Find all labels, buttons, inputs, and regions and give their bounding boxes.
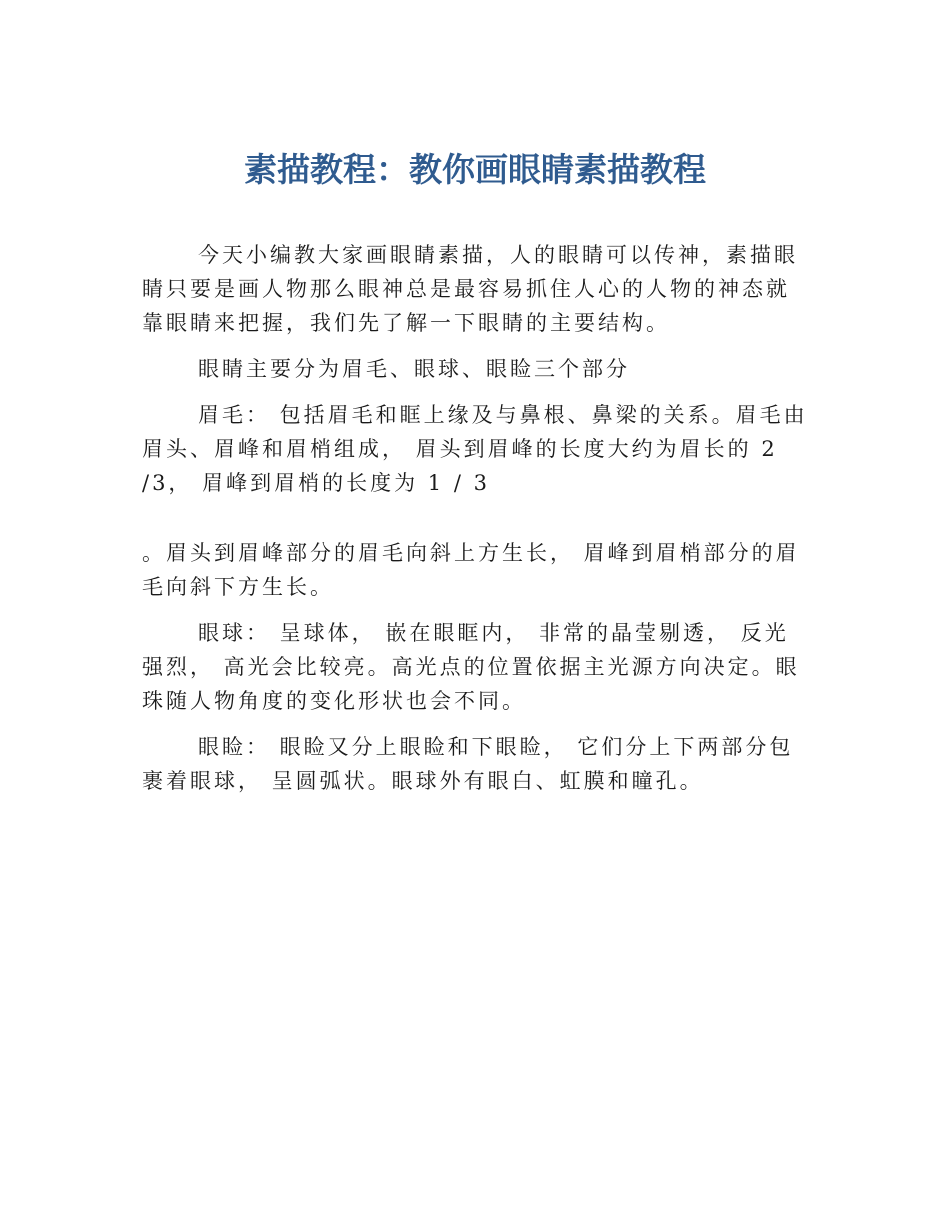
paragraph-eye-parts: 眼睛主要分为眉毛、眼球、眼睑三个部分	[198, 357, 630, 381]
document-body	[142, 238, 810, 810]
document-title: 素描教程：教你画眼睛素描教程	[244, 150, 706, 189]
paragraph-eyebrow: 眉毛： 包括眉毛和眶上缘及与鼻根、鼻梁的关系。眉毛由眉头、眉峰和眉梢组成， 眉头到眉峰的长度大约为眉长的 2 /3， 眉峰到眉梢的长度为 1 / 3	[142, 403, 808, 495]
paragraph-eyeball: 眼球： 呈球体， 嵌在眼眶内， 非常的晶莹剔透， 反光强烈， 高光会比较亮。高光点的位置依据主光源方向决定。眼珠随人物角度的变化形状也会不同。	[142, 621, 800, 713]
paragraph-intro: 今天小编教大家画眼睛素描，人的眼睛可以传神，素描眼睛只要是画人物那么眼神总是最容易抓住人心的人物的神态就靠眼睛来把握，我们先了解一下眼睛的主要结构。	[142, 243, 798, 335]
paragraph-eyebrow-continued: 。眉头到眉峰部分的眉毛向斜上方生长， 眉峰到眉梢部分的眉毛向斜下方生长。	[142, 541, 800, 599]
paragraph-gap	[142, 512, 810, 536]
paragraph-eyelid: 眼睑： 眼睑又分上眼睑和下眼睑， 它们分上下两部分包裹着眼球， 呈圆弧状。眼球外有眼白、虹膜和瞳孔。	[142, 735, 794, 793]
